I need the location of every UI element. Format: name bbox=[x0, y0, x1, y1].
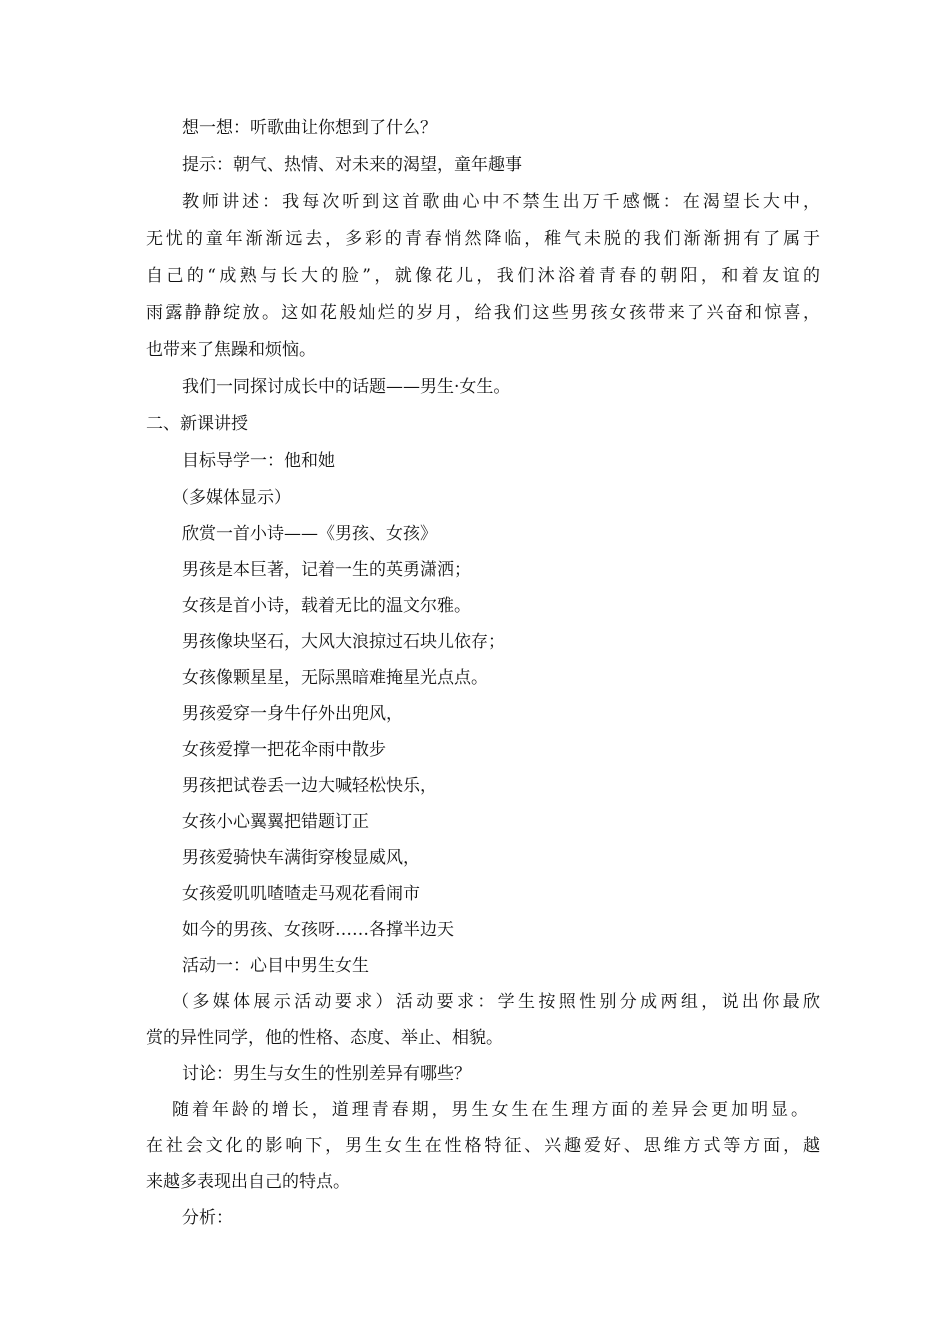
explanation-line-2: 在社会文化的影响下，男生女生在性格特征、兴趣爱好、思维方式等方面，越 bbox=[146, 1136, 820, 1156]
multimedia-note: （多媒体显示） bbox=[172, 488, 291, 508]
teacher-narration-line-2: 无忧的童年渐渐远去，多彩的青春悄然降临，稚气未脱的我们渐渐拥有了属于 bbox=[146, 229, 820, 249]
activity-heading: 活动一：心目中男生女生 bbox=[182, 956, 369, 976]
teacher-narration-line-4: 雨露静静绽放。这如花般灿烂的岁月，给我们这些男孩女孩带来了兴奋和惊喜， bbox=[146, 303, 820, 323]
analysis-label: 分析： bbox=[182, 1208, 233, 1228]
teacher-narration-line-3: 自己的“成熟与长大的脸”，就像花儿，我们沐浴着青春的朝阳，和着友谊的 bbox=[146, 266, 820, 286]
poem-line: 男孩是本巨著，记着一生的英勇潇洒； bbox=[182, 560, 471, 580]
poem-line: 女孩小心翼翼把错题订正 bbox=[182, 812, 369, 832]
explanation-line-3: 来越多表现出自己的特点。 bbox=[146, 1172, 350, 1192]
discussion-question: 讨论：男生与女生的性别差异有哪些？ bbox=[182, 1064, 471, 1084]
poem-line: 男孩把试卷丢一边大喊轻松快乐， bbox=[182, 776, 437, 796]
poem-line: 女孩爱撑一把花伞雨中散步 bbox=[182, 740, 386, 760]
poem-line: 女孩是首小诗，载着无比的温文尔雅。 bbox=[182, 596, 471, 616]
goal-heading: 目标导学一：他和她 bbox=[182, 451, 335, 471]
poem-line: 男孩像块坚石，大风大浪掠过石块儿依存； bbox=[182, 632, 505, 652]
hint-line: 提示：朝气、热情、对未来的渴望，童年趣事 bbox=[182, 155, 522, 175]
teacher-narration-line-1: 教师讲述：我每次听到这首歌曲心中不禁生出万千感慨：在渴望长大中， bbox=[182, 192, 820, 212]
teacher-narration-line-5: 也带来了焦躁和烦恼。 bbox=[146, 340, 316, 360]
poem-line: 男孩爱骑快车满街穿梭显威风， bbox=[182, 848, 420, 868]
poem-line: 女孩爱叽叽喳喳走马观花看闹市 bbox=[182, 884, 420, 904]
activity-requirement-line-1: （多媒体展示活动要求）活动要求：学生按照性别分成两组，说出你最欣 bbox=[172, 992, 820, 1012]
think-prompt: 想一想：听歌曲让你想到了什么？ bbox=[182, 118, 437, 138]
explanation-line-1: 随着年龄的增长，道理青春期，男生女生在生理方面的差异会更加明显。 bbox=[172, 1100, 808, 1120]
poem-title: 欣赏一首小诗——《男孩、女孩》 bbox=[182, 524, 437, 544]
poem-line: 如今的男孩、女孩呀……各撑半边天 bbox=[182, 920, 454, 940]
section-heading: 二、新课讲授 bbox=[146, 414, 248, 434]
activity-requirement-line-2: 赏的异性同学，他的性格、态度、举止、相貌。 bbox=[146, 1028, 503, 1048]
poem-line: 女孩像颗星星，无际黑暗难掩星光点点。 bbox=[182, 668, 488, 688]
topic-intro: 我们一同探讨成长中的话题——男生·女生。 bbox=[182, 377, 511, 397]
poem-line: 男孩爱穿一身牛仔外出兜风， bbox=[182, 704, 403, 724]
